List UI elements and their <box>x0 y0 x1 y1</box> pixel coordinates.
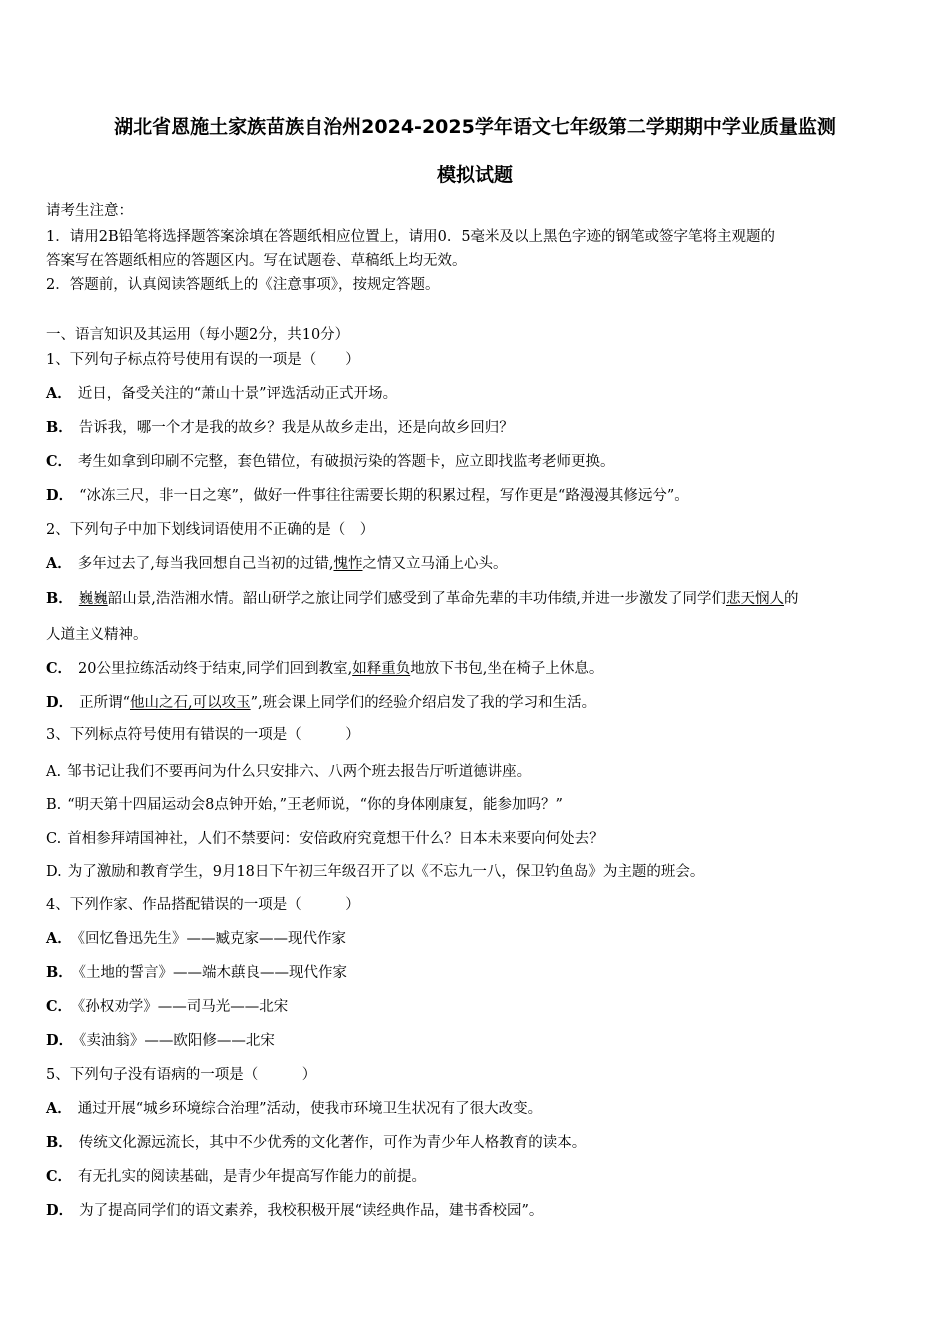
underlined-word: 悲天悯人 <box>725 591 784 607</box>
q5-option-a <box>46 1099 542 1119</box>
q4-option-b <box>46 963 347 983</box>
q3-option-b <box>46 795 563 815</box>
q1-option-a <box>46 384 397 404</box>
exam-title-line-1: 湖北省恩施土家族苗族自治州2024-2025学年语文七年级第二学期期中学业质量监测 <box>114 116 836 138</box>
notice-item-2: 2．答题前，认真阅读答题纸上的《注意事项》，按规定答题。 <box>46 277 440 293</box>
q1-stem: 1、下列句子标点符号使用有误的一项是（ ） <box>46 352 360 368</box>
option-text: 有无扎实的阅读基础，是青少年提高写作能力的前提。 <box>78 1169 427 1185</box>
underlined-word: 他山之石,可以攻玉 <box>130 695 251 711</box>
q3-option-d <box>46 862 704 882</box>
option-text: 《孙权劝学》——司马光——北宋 <box>78 999 289 1015</box>
q4-option-d <box>46 1031 275 1051</box>
option-label: D． <box>46 694 74 711</box>
option-text: 邹书记让我们不要再问为什么只安排六、八两个班去报告厅听道德讲座。 <box>67 764 532 780</box>
option-label: A. <box>46 764 62 780</box>
underlined-word: 愧怍 <box>333 556 363 572</box>
option-label: B． <box>46 419 73 436</box>
underlined-word: 如释重负 <box>352 661 411 677</box>
option-text: 韶山景,浩浩湘水情。韶山研学之旅让同学们感受到了革命先辈的丰功伟绩,并进一步激发了同学们 <box>107 591 726 607</box>
option-text: 为了提高同学们的语文素养，我校积极开展“读经典作品，建书香校园”。 <box>79 1203 544 1219</box>
option-text: 《土地的誓言》——端木蕻良——现代作家 <box>78 965 348 981</box>
option-label: D． <box>46 1202 74 1219</box>
option-text: “冰冻三尺，非一日之寒”，做好一件事往往需要长期的积累过程，写作更是“路漫漫其修远兮”。 <box>79 488 689 504</box>
q2-option-a <box>46 554 507 574</box>
option-text: 之情又立马涌上心头。 <box>362 556 508 572</box>
notice-item-1: 1．请用2B铅笔将选择题答案涂填在答题纸相应位置上，请用0．5毫米及以上黑色字迹的钢笔或签字笔将主观题的 <box>46 229 776 245</box>
option-text: 20公里拉练活动终于结束,同学们回到教室, <box>78 661 353 677</box>
option-text: 正所谓“ <box>79 695 130 711</box>
q2-option-b <box>46 589 798 609</box>
q5-option-d <box>46 1201 543 1221</box>
q1-option-c <box>46 452 615 472</box>
option-text: 多年过去了,每当我回想自己当初的过错, <box>77 556 334 572</box>
q2-option-b-cont: 人道主义精神。 <box>46 627 148 643</box>
option-label: B． <box>46 964 73 981</box>
option-label: D. <box>46 864 62 880</box>
q1-option-b <box>46 418 514 438</box>
option-label: B． <box>46 1134 73 1151</box>
option-label: D． <box>46 1032 74 1049</box>
option-text: 的 <box>783 591 799 607</box>
option-text: 《卖油翁》——欧阳修——北宋 <box>79 1033 275 1049</box>
option-text: 近日，备受关注的“萧山十景”评选活动正式开场。 <box>77 386 398 402</box>
q5-option-b <box>46 1133 586 1153</box>
underlined-word: 巍巍 <box>78 591 108 607</box>
q1-option-d <box>46 486 689 506</box>
q2-option-c <box>46 659 603 679</box>
option-text: 首相参拜靖国神社，人们不禁要问：安倍政府究竟想干什么？日本未来要向何处去？ <box>67 831 604 847</box>
exam-title-line-2: 模拟试题 <box>436 164 513 186</box>
option-label: B． <box>46 590 73 607</box>
option-label: C． <box>46 660 73 677</box>
option-text: “明天第十四届运动会8点钟开始，”王老师说，“你的身体刚康复，能参加吗？” <box>67 797 563 813</box>
q4-stem: 4、下列作家、作品搭配错误的一项是（ ） <box>46 897 360 913</box>
q2-option-d <box>46 693 596 713</box>
option-text: 通过开展“城乡环境综合治理”活动，使我市环境卫生状况有了很大改变。 <box>77 1101 543 1117</box>
option-label: C． <box>46 453 73 470</box>
option-text: ”,班会课上同学们的经验介绍启发了我的学习和生活。 <box>250 695 597 711</box>
option-label: A． <box>46 930 72 947</box>
option-text: 地放下书包,坐在椅子上休息。 <box>410 661 604 677</box>
option-text: 《回忆鲁迅先生》——臧克家——现代作家 <box>77 931 347 947</box>
q3-option-a <box>46 762 531 782</box>
option-label: A． <box>46 1100 72 1117</box>
option-label: C． <box>46 1168 73 1185</box>
option-label: D． <box>46 487 74 504</box>
option-text: 传统文化源远流长，其中不少优秀的文化著作，可作为青少年人格教育的读本。 <box>78 1135 587 1151</box>
option-text: 为了激励和教育学生，9月18日下午初三年级召开了以《不忘九一八，保卫钓鱼岛》为主题的班会。 <box>67 864 705 880</box>
option-label: C． <box>46 998 73 1015</box>
option-label: B. <box>46 797 62 813</box>
option-label: C. <box>46 831 62 847</box>
option-text: 告诉我，哪一个才是我的故乡？我是从故乡走出，还是向故乡回归？ <box>78 420 514 436</box>
section-heading: 一、语言知识及其运用（每小题2分，共10分） <box>46 327 350 343</box>
q3-option-c <box>46 829 604 849</box>
q5-option-c <box>46 1167 426 1187</box>
option-label: A． <box>46 555 72 572</box>
notice-heading: 请考生注意： <box>46 203 133 219</box>
q5-stem: 5、下列句子没有语病的一项是（ ） <box>46 1067 317 1083</box>
q3-stem: 3、下列标点符号使用有错误的一项是（ ） <box>46 727 360 743</box>
option-text: 考生如拿到印刷不完整，套色错位，有破损污染的答题卡，应立即找监考老师更换。 <box>78 454 615 470</box>
option-label: A． <box>46 385 72 402</box>
notice-item-1-cont: 答案写在答题纸相应的答题区内。写在试题卷、草稿纸上均无效。 <box>46 253 467 269</box>
q2-stem: 2、下列句子中加下划线词语使用不正确的是（ ） <box>46 522 375 538</box>
q4-option-c <box>46 997 288 1017</box>
q4-option-a <box>46 929 346 949</box>
